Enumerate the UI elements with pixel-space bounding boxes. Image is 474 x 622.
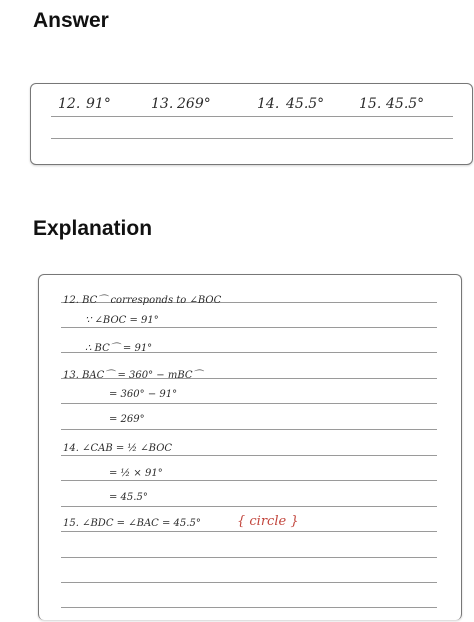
answer-card bbox=[30, 83, 473, 165]
answer-value-15: 45.5° bbox=[386, 96, 425, 112]
answer-label-12: 12. bbox=[58, 96, 81, 112]
explanation-line: = 360° − 91° bbox=[109, 389, 178, 400]
answer-heading: Answer bbox=[33, 9, 109, 32]
ruled-line bbox=[61, 403, 437, 404]
explanation-line: = 45.5° bbox=[109, 492, 148, 503]
ruled-line bbox=[61, 429, 437, 430]
answer-value-14: 45.5° bbox=[286, 96, 325, 112]
ruled-line bbox=[61, 607, 437, 608]
ruled-line bbox=[51, 116, 453, 117]
ruled-line bbox=[61, 480, 437, 481]
explanation-line: = ½ × 91° bbox=[109, 468, 163, 479]
explanation-heading: Explanation bbox=[33, 217, 153, 240]
explanation-line: ∴ BC⌒ = 91° bbox=[85, 343, 153, 354]
explanation-line: 15. ∠BDC = ∠BAC = 45.5° bbox=[63, 518, 201, 529]
ruled-line bbox=[51, 138, 453, 139]
ruled-line bbox=[61, 506, 437, 507]
ruled-line bbox=[61, 582, 437, 583]
explanation-line: ∵ ∠BOC = 91° bbox=[85, 315, 159, 326]
explanation-line: 12. BC⌒ corresponds to ∠BOC bbox=[63, 295, 222, 306]
ruled-line bbox=[61, 327, 437, 328]
answer-value-12: 91° bbox=[86, 96, 111, 112]
explanation-line: 14. ∠CAB = ½ ∠BOC bbox=[63, 443, 173, 454]
explanation-line: 13. BAC⌒ = 360° − mBC⌒ bbox=[63, 370, 203, 381]
answer-value-13: 269° bbox=[177, 96, 211, 112]
answer-label-14: 14. bbox=[257, 96, 280, 112]
circle-note: { circle } bbox=[237, 514, 299, 529]
answer-label-15: 15. bbox=[359, 96, 382, 112]
answer-label-13: 13. bbox=[151, 96, 174, 112]
ruled-line bbox=[61, 557, 437, 558]
explanation-card bbox=[38, 274, 462, 620]
ruled-line bbox=[61, 531, 437, 532]
explanation-line: = 269° bbox=[109, 414, 145, 425]
ruled-line bbox=[61, 455, 437, 456]
